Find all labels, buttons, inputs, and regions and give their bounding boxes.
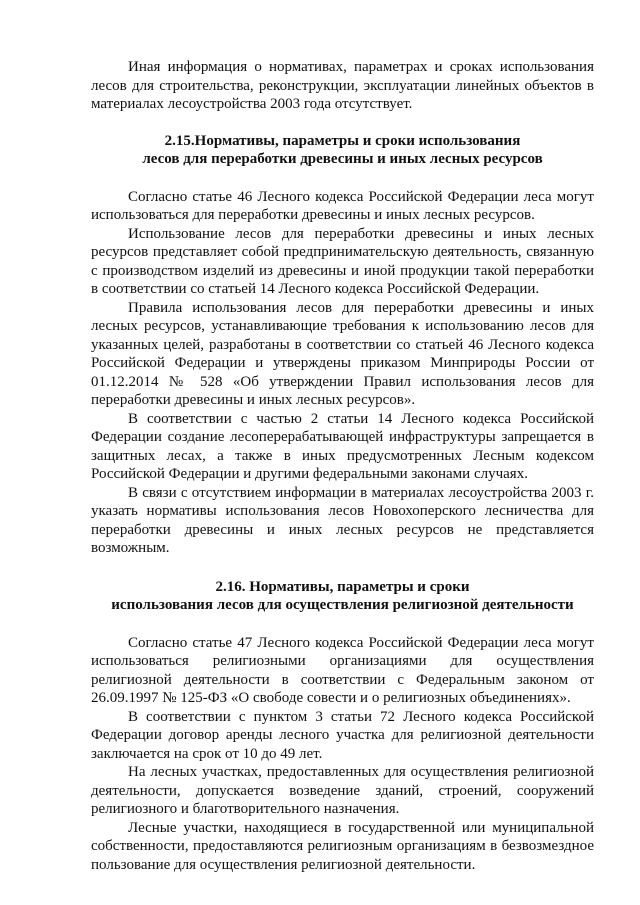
section-2-15-paragraph-5: В связи с отсутствием информации в материалах лесоустройства 2003 г. указать нормативы использования лесов Новохоперского лесничества для переработки древесины и иных лесных ресурсов не представляется возможным. xyxy=(91,484,594,556)
section-2-15-paragraph-1: Согласно статье 46 Лесного кодекса Российской Федерации леса могут использоваться для переработки древесины и иных лесных ресурсов. xyxy=(91,188,594,223)
section-2-16-heading-line2: использования лесов для осуществления религиозной деятельности xyxy=(111,597,574,613)
section-2-15-paragraph-2: Использование лесов для переработки древесины и иных лесных ресурсов представляет собой предпринимательскую деятельность, связанную с производством изделий из древесины и иной продукции такой переработки в соответствии со статьей 14 Лесного кодекса Российской Федерации. xyxy=(91,225,594,297)
section-2-15-heading-line2: лесов для переработки древесины и иных лесных ресурсов xyxy=(142,151,543,167)
section-2-16-heading-line1: 2.16. Нормативы, параметры и сроки xyxy=(215,578,470,595)
section-2-15-heading xyxy=(91,132,594,169)
section-2-15-heading-line1: 2.15.Нормативы, параметры и сроки использования xyxy=(164,132,521,149)
document-page xyxy=(91,58,594,874)
section-2-16-paragraph-3: На лесных участках, предоставленных для осуществления религиозной деятельности, допускается возведение зданий, строений, сооружений религиозного и благотворительного назначения. xyxy=(91,764,594,817)
intro-paragraph: Иная информация о нормативах, параметрах и сроках использования лесов для строительства, реконструкции, эксплуатации линейных объектов в материалах лесоустройства 2003 года отсутствует. xyxy=(91,59,594,112)
section-2-16-paragraph-4: Лесные участки, находящиеся в государственной или муниципальной собственности, предоставляются религиозным организациям в безвозмездное пользование для осуществления религиозной деятельности. xyxy=(91,819,594,873)
section-2-16-paragraph-2: В соответствии с пунктом 3 статьи 72 Лесного кодекса Российской Федерации договор аренды лесного участка для религиозной деятельности заключается на срок от 10 до 49 лет. xyxy=(91,708,594,762)
section-2-16-paragraph-1: Согласно статье 47 Лесного кодекса Российской Федерации леса могут использоваться религиозными организациями для осуществления религиозной деятельности в соответствии с Федеральным законом от 26.09.1997 № 125-ФЗ «О свободе совести и о религиозных объединениях». xyxy=(91,634,594,706)
section-2-15-paragraph-3: Правила использования лесов для переработки древесины и иных лесных ресурсов, устанавливающие требования к использованию лесов для указанных целей, разработаны в соответствии со статьей 46 Лесного кодекса Российской Федерации и утверждены приказом Минприроды России от 01.12.2014 № 528 «Об утверждении Правил использования лесов для переработки древесины и иных лесных ресурсов». xyxy=(91,299,594,408)
section-2-15-paragraph-4: В соответствии с частью 2 статьи 14 Лесного кодекса Российской Федерации создание лесоперерабатывающей инфраструктуры запрещается в защитных лесах, а также в иных предусмотренных Лесным кодексом Российской Федерации и другими федеральными законами случаях. xyxy=(91,410,594,482)
section-2-16-heading xyxy=(91,578,594,615)
